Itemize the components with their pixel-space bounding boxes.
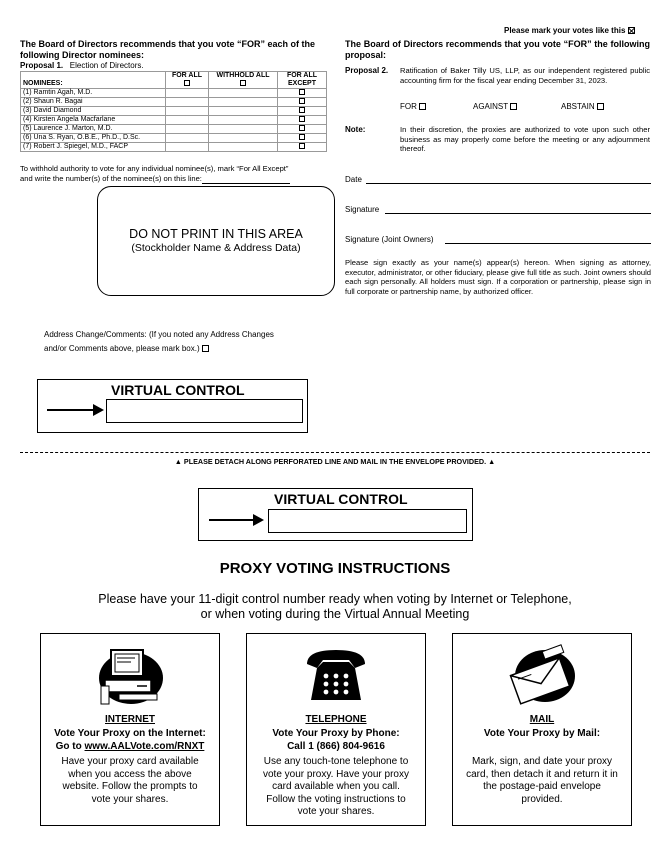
date-line[interactable] [366, 183, 651, 184]
nominee-except-checkbox[interactable] [299, 134, 305, 140]
address-change-block: Address Change/Comments: (If you noted any Address Changes and/or Comments above, please mark box.) [44, 330, 274, 353]
computer-icon [93, 642, 167, 708]
arrow-head-icon [253, 514, 264, 526]
col-for-all-except: FOR ALL EXCEPT [278, 72, 327, 89]
except-number-line[interactable] [202, 175, 290, 184]
do-not-print-area [97, 186, 335, 296]
vcn-title: VIRTUAL CONTROL [111, 382, 245, 398]
mail-line1: Vote Your Proxy by Mail: [483, 728, 601, 739]
for-checkbox[interactable] [419, 103, 426, 110]
mark-votes-instruction: Please mark your votes like this [504, 26, 635, 35]
proposal-1-heading: Proposal 1. Election of Directors. [20, 61, 144, 70]
virtual-control-number-box [37, 379, 308, 433]
for-all-checkbox[interactable] [184, 80, 190, 86]
mail-body: Mark, sign, and date your proxy card, then detach it and return it in the postage-paid envelope provided. [466, 756, 618, 805]
arrow-icon [47, 409, 95, 411]
internet-line1: Vote Your Proxy on the Internet: [54, 728, 206, 739]
example-marked-checkbox [628, 27, 635, 34]
table-row: (5) Laurence J. Marton, M.D. [21, 125, 327, 134]
table-row: (7) Robert J. Spiegel, M.D., FACP [21, 143, 327, 152]
table-row: (6) Una S. Ryan, O.B.E., Ph.D., D.Sc. [21, 134, 327, 143]
col-for-all: FOR ALL [166, 72, 209, 89]
proposal-2-text: Ratification of Baker Tilly US, LLP, as our independent registered public accounting firm for the fiscal year ending December 31, 2023. [400, 66, 650, 85]
virtual-control-number-box-lower [198, 488, 473, 541]
withhold-instructions: To withhold authority to vote for any individual nominee(s), mark “For All Except” and write the number(s) of the nominee(s) on this line: [20, 164, 289, 183]
control-number-field-lower[interactable] [268, 509, 467, 533]
vote-against-option[interactable]: AGAINST [473, 102, 517, 111]
instructions-title: PROXY VOTING INSTRUCTIONS [219, 560, 451, 577]
proposal-2-label: Proposal 2. [345, 66, 389, 75]
note-label: Note: [345, 125, 366, 134]
detach-instruction: ▲ PLEASE DETACH ALONG PERFORATED LINE AND MAIL IN THE ENVELOPE PROVIDED. ▲ [174, 457, 496, 466]
perforated-line [20, 452, 650, 453]
left-recommendation: The Board of Directors recommends that you vote “FOR” each of the following Director nominees: [20, 39, 316, 60]
stockholder-data-label: (Stockholder Name & Address Data) [131, 242, 301, 254]
against-checkbox[interactable] [510, 103, 517, 110]
col-withhold-all: WITHHOLD ALL [209, 72, 278, 89]
nominee-except-checkbox[interactable] [299, 107, 305, 113]
telephone-body: Use any touch-tone telephone to vote your proxy. Have your proxy card available when you call. Follow the voting instructions to vote your shares. [263, 756, 409, 817]
right-recommendation: The Board of Directors recommends that you vote “FOR” the following proposal: [345, 39, 650, 60]
signature-label: Signature [345, 205, 380, 214]
internet-title: INTERNET [105, 714, 155, 725]
control-number-field[interactable] [106, 399, 303, 423]
nominee-except-checkbox[interactable] [299, 125, 305, 131]
sign-instructions: Please sign exactly as your name(s) appear(s) hereon. When signing as attorney, executor, administrator, or other fiduciary, please give full title as such. Joint owners should each sign personally. All holders must sign. If a corporation or partnership, please sign in full corporate or partnership name, by authorized officer. [345, 258, 651, 296]
table-row: (4) Kirsten Angela Macfarlane [21, 116, 327, 125]
internet-body: Have your proxy card available when you access the above website. Follow the prompts to vote your shares. [61, 756, 199, 805]
joint-signature-line[interactable] [445, 243, 651, 244]
internet-option-box [40, 633, 220, 826]
vote-abstain-option[interactable]: ABSTAIN [561, 102, 604, 111]
arrow-head-icon [93, 404, 104, 416]
abstain-checkbox[interactable] [597, 103, 604, 110]
address-change-checkbox[interactable] [202, 345, 209, 352]
mail-title: MAIL [529, 714, 555, 725]
arrow-icon [209, 519, 255, 521]
note-text: In their discretion, the proxies are authorized to vote upon such other business as may properly come before the meeting or any adjournment thereof. [400, 125, 650, 153]
table-row: (1) Ramtin Agah, M.D. [21, 89, 327, 98]
signature-line[interactable] [385, 213, 651, 214]
nominee-except-checkbox[interactable] [299, 143, 305, 149]
up-triangle-icon: ▲ [174, 457, 182, 466]
instructions-intro: Please have your 11-digit control number ready when voting by Internet or Telephone, or when voting during the Virtual Annual Meeting [98, 592, 572, 621]
vcn-title-lower: VIRTUAL CONTROL [274, 491, 408, 507]
nominee-except-checkbox[interactable] [299, 98, 305, 104]
telephone-line1: Vote Your Proxy by Phone: [272, 728, 400, 739]
telephone-title: TELEPHONE [305, 714, 367, 725]
internet-go-to: Go to www.AALVote.com/RNXT [55, 741, 205, 752]
telephone-option-box [246, 633, 426, 826]
vote-for-option[interactable]: FOR [400, 102, 426, 111]
nominees-table [20, 71, 327, 152]
envelope-icon [505, 642, 579, 708]
withhold-all-checkbox[interactable] [240, 80, 246, 86]
table-row: (3) David Diamond [21, 107, 327, 116]
table-row: (2) Shaun R. Bagai [21, 98, 327, 107]
telephone-number: Call 1 (866) 804-9616 [287, 741, 385, 752]
nominees-header: NOMINEES: [21, 72, 166, 89]
up-triangle-icon: ▲ [488, 457, 496, 466]
joint-signature-label: Signature (Joint Owners) [345, 235, 434, 244]
date-label: Date [345, 175, 362, 184]
internet-url-link[interactable]: www.AALVote.com/RNXT [84, 741, 205, 752]
mail-option-box [452, 633, 632, 826]
telephone-icon [303, 646, 369, 706]
nominee-except-checkbox[interactable] [299, 89, 305, 95]
do-not-print-text: DO NOT PRINT IN THIS AREA [129, 227, 303, 241]
nominee-except-checkbox[interactable] [299, 116, 305, 122]
